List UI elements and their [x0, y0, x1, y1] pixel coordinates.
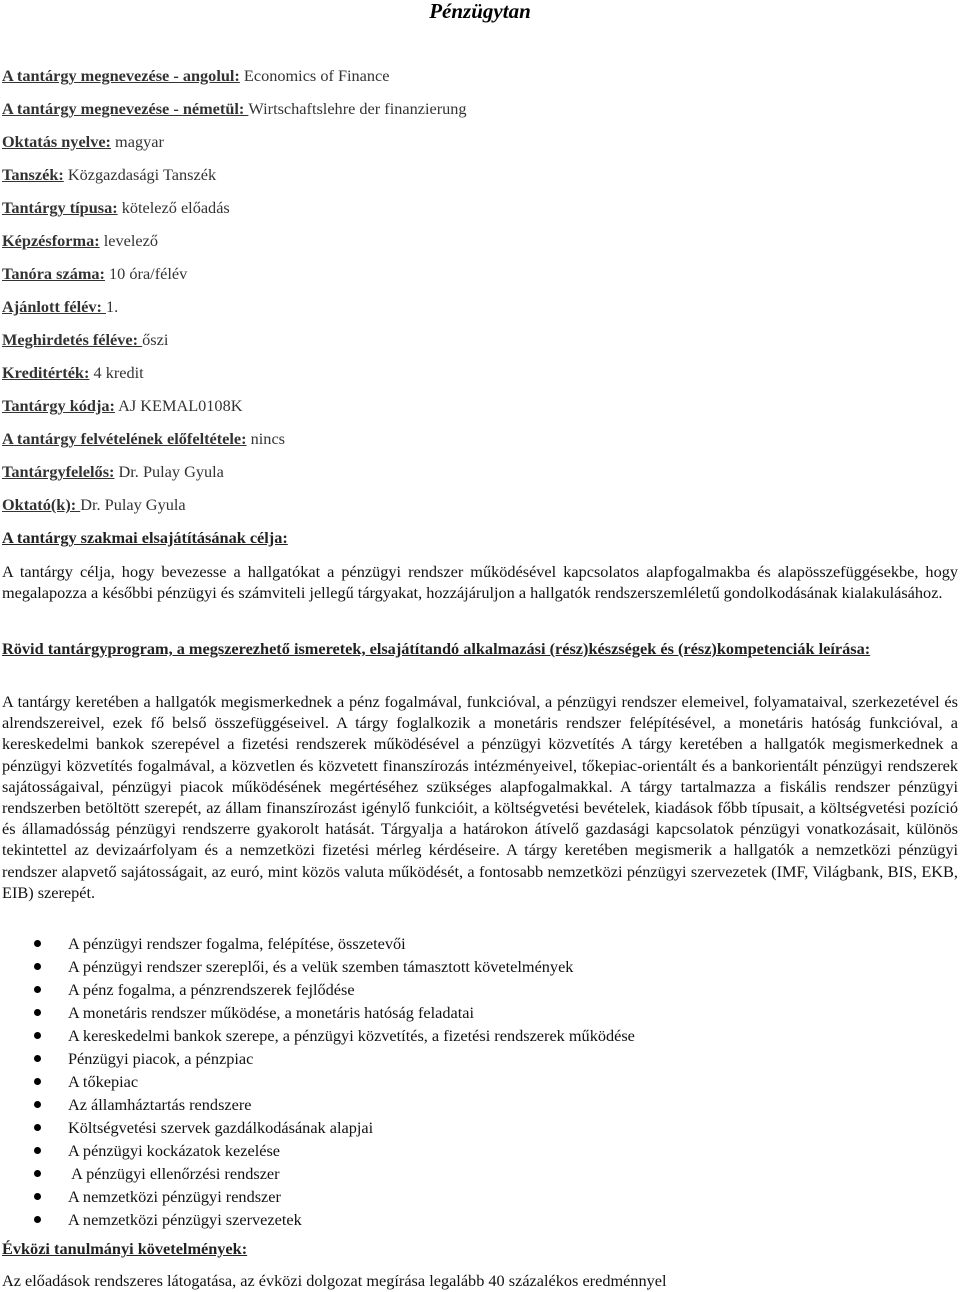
requirements-text: Az előadások rendszeres látogatása, az évközi dolgozat megírása legalább 40 százalékos eredménnyel: [2, 1271, 667, 1290]
bullet-icon: [34, 940, 41, 947]
page-title: Pénzügytan: [429, 0, 531, 23]
list-item-text: A pénz fogalma, a pénzrendszerek fejlődése: [68, 980, 355, 999]
field-value: Economics of Finance: [239, 66, 390, 85]
list-item-text: A nemzetközi pénzügyi szervezetek: [68, 1210, 302, 1229]
field-training-form: [2, 231, 158, 251]
list-item: [0, 1024, 635, 1047]
field-prerequisite: [2, 429, 285, 449]
requirements-heading: Évközi tanulmányi követelmények:: [2, 1239, 248, 1258]
field-value: nincs: [246, 429, 285, 448]
field-value: magyar: [110, 132, 164, 151]
list-item: [0, 1116, 635, 1139]
field-name-english: [2, 66, 390, 86]
field-label: Kreditérték:: [2, 363, 90, 382]
field-value: őszi: [142, 330, 169, 349]
field-course-code: [2, 396, 242, 416]
field-credits: [2, 363, 144, 383]
list-item-text: A kereskedelmi bankok szerepe, a pénzügyi közvetítés, a fizetési rendszerek működése: [68, 1026, 635, 1045]
list-item-text: Az államháztartás rendszere: [68, 1095, 252, 1114]
list-item: [0, 1001, 635, 1024]
goal-text: A tantárgy célja, hogy bevezesse a hallgatókat a pénzügyi rendszer működésével kapcsolatos alapfogalmakba és alapösszefüggésekbe, hogy megalapozza a későbbi pénzügyi és számviteli jellegű tárgyakat, hozzájáruljon a hallgatók rendszerszemléletű gondolkodásának kialakulásához.: [2, 562, 958, 603]
list-item-text: A tőkepiac: [68, 1072, 139, 1091]
list-item: [0, 955, 635, 978]
field-instructor: [2, 495, 186, 515]
bullet-icon: [34, 986, 41, 993]
list-item: [0, 1185, 635, 1208]
program-heading: Rövid tantárgyprogram, a megszerezhető ismeretek, elsajátítandó alkalmazási (rész)készségek és (rész)kompetenciák leírása:: [2, 639, 871, 658]
field-value: Wirtschaftslehre der finanzierung: [248, 99, 467, 118]
list-item: [0, 1208, 635, 1231]
list-item-text: A pénzügyi rendszer szereplői, és a velük szemben támasztott követelmények: [68, 957, 574, 976]
list-item: [0, 1047, 635, 1070]
list-item-text: A pénzügyi rendszer fogalma, felépítése, összetevői: [68, 934, 406, 953]
field-label: Meghirdetés féléve:: [2, 330, 143, 349]
field-label: Oktatás nyelve:: [2, 132, 111, 151]
bullet-icon: [34, 1193, 41, 1200]
bullet-icon: [34, 1101, 41, 1108]
field-hours: [2, 264, 187, 284]
list-item-text: A nemzetközi pénzügyi rendszer: [68, 1187, 281, 1206]
list-item-text: Költségvetési szervek gazdálkodásának alapjai: [68, 1118, 374, 1137]
field-label: A tantárgy megnevezése - németül:: [2, 99, 249, 118]
bullet-icon: [34, 1055, 41, 1062]
field-value: Dr. Pulay Gyula: [114, 462, 224, 481]
bullet-icon: [34, 1032, 41, 1039]
field-name-german: [2, 99, 467, 119]
field-label: A tantárgy felvételének előfeltétele:: [2, 429, 247, 448]
field-label: A tantárgy megnevezése - angolul:: [2, 66, 240, 85]
topics-list: [0, 932, 635, 1231]
field-label: Tantárgy kódja:: [2, 396, 115, 415]
field-value: kötelező előadás: [117, 198, 230, 217]
field-value: levelező: [99, 231, 158, 250]
field-value: 1.: [105, 297, 119, 316]
list-item: [0, 1139, 635, 1162]
field-value: Közgazdasági Tanszék: [63, 165, 217, 184]
field-announcement-semester: [2, 330, 168, 350]
field-label: Ajánlott félév:: [2, 297, 106, 316]
field-label: Tantárgyfelelős:: [2, 462, 115, 481]
bullet-icon: [34, 1009, 41, 1016]
program-text: A tantárgy keretében a hallgatók megismerkednek a pénz fogalmával, funkcióval, a pénzügyi rendszer elemeivel, folyamataival, szerkezetével és alrendszereivel, ezek fő belső összefüggéseivel. A tárgy foglalkozik a monetáris rendszer felépítésével, a monetáris hatóság funkcióval, a kereskedelmi bankok szerepével a fizetési rendszerek működésével a pénzügyi közvetítés A tárgy keretében a hallgatók megismerkednek a pénzügyi közvetítés fogalmával, a közvetlen és közvetett finanszírozás intézményeivel, tőkepiac-orientált és a bankorientált pénzügyi rendszerek sajátosságaival, pénzügyi piacok működésének megértéséhez szükséges alapfogalmakkal. A tárgy tartalmazza a fiskális rendszer pénzügyi rendszerben betöltött szerepét, az állam finanszírozást igénylő funkcióit, a költségvetési bevételek, kiadások főbb típusait, a költségvetési pozíció és államadósság pénzügyi rendszerre gyakorolt hatását. Tárgyalja a határokon átívelő gazdasági kapcsolatok pénzügyi vonatkozásait, különös tekintettel az devizaárfolyam és a nemzetközi fizetési mérleg kérdéseire. A tárgy keretében megismerik a hallgatók a nemzetközi pénzügyi rendszer alapvető sajátosságait, az euró, mint közös valuta működését, a fontosabb nemzetközi pénzügyi szervezetek (IMF, Világbank, BIS, EKB, EIB) szerepét.: [2, 692, 958, 902]
list-item-text: A monetáris rendszer működése, a monetáris hatóság feladatai: [68, 1003, 474, 1022]
field-value: 4 kredit: [89, 363, 144, 382]
list-item: [0, 978, 635, 1001]
list-item: [0, 932, 635, 955]
field-label: Oktató(k):: [2, 495, 81, 514]
list-item-text: A pénzügyi kockázatok kezelése: [68, 1141, 281, 1160]
bullet-icon: [34, 1078, 41, 1085]
bullet-icon: [34, 1124, 41, 1131]
bullet-icon: [34, 1147, 41, 1154]
field-language: [2, 132, 164, 152]
list-item: [0, 1093, 635, 1116]
field-department: [2, 165, 216, 185]
bullet-icon: [34, 1170, 41, 1177]
field-value: 10 óra/félév: [104, 264, 188, 283]
field-value: Dr. Pulay Gyula: [80, 495, 186, 514]
field-label: Tantárgy típusa:: [2, 198, 118, 217]
field-course-type: [2, 198, 230, 218]
field-responsible: [2, 462, 224, 482]
goal-heading: A tantárgy szakmai elsajátításának célja:: [2, 528, 288, 547]
bullet-icon: [34, 963, 41, 970]
bullet-icon: [34, 1216, 41, 1223]
field-label: Tanóra száma:: [2, 264, 105, 283]
list-item-text: Pénzügyi piacok, a pénzpiac: [68, 1049, 254, 1068]
field-label: Képzésforma:: [2, 231, 100, 250]
list-item: [0, 1162, 635, 1185]
field-label: Tanszék:: [2, 165, 64, 184]
list-item: [0, 1070, 635, 1093]
list-item-text: A pénzügyi ellenőrzési rendszer: [68, 1164, 280, 1183]
field-recommended-semester: [2, 297, 118, 317]
field-value: AJ KEMAL0108K: [114, 396, 243, 415]
